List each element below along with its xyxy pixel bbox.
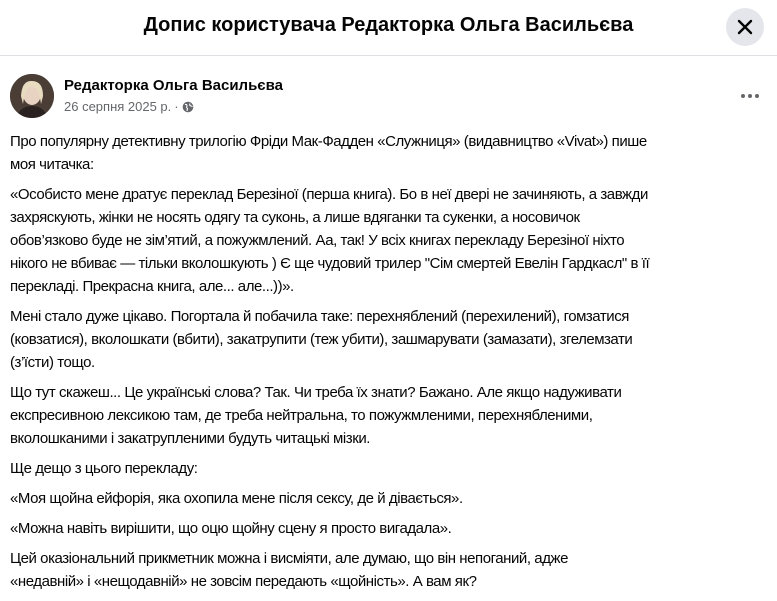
post-paragraph [10, 381, 774, 450]
text-line: «Моя щойна ейфорія, яка охопила мене після сексу, де й дівається». [10, 490, 463, 507]
text-line: «недавній» і «нещодавній» не зовсім передають «щойність». А вам як? [10, 573, 477, 590]
meta-separator: · [174, 99, 179, 114]
post-paragraph [10, 517, 774, 540]
text-line: експресивною лексикою там, де треба нейтральна, то пожужмленими, перехнябленими, [10, 407, 593, 424]
text-line: (ковзатися), вколошкати (вбити), закатрупити (теж убити), зашмарувати (замазати), згелемзати [10, 331, 633, 348]
text-line: Що тут скажеш... Це українські слова? Так. Чи треба їх знати? Бажано. Але якщо надуживати [10, 384, 622, 401]
close-button[interactable] [726, 8, 764, 46]
dialog-title: Допис користувача Редакторка Ольга Васильєва [143, 14, 634, 36]
post-paragraph [10, 547, 774, 593]
post-paragraph [10, 487, 774, 510]
post-meta [64, 99, 194, 114]
close-icon [737, 19, 753, 35]
text-line: перекладі. Прекрасна книга, але... але...))». [10, 278, 294, 295]
text-line: вколошканими і закатрупленими будуть читацькі мізки. [10, 430, 370, 447]
post-date[interactable]: 26 серпня 2025 р. [64, 99, 172, 114]
author-name[interactable]: Редакторка Ольга Васильєва [64, 77, 283, 94]
text-line: обов’язково буде не зім’ятий, а пожужмлений. Аа, так! У всіх книгах перекладу Березіної ніхто [10, 232, 625, 249]
post-text [10, 130, 774, 600]
text-line: Ще дещо з цього перекладу: [10, 460, 198, 477]
text-line: моя читачка: [10, 156, 94, 173]
author-avatar[interactable] [10, 74, 54, 118]
text-line: нікого не вбиває — тільки вколошкують ) Є ще чудовий трилер "Сім смертей Евелін Гардкасл" в її [10, 255, 650, 272]
post-paragraph [10, 457, 774, 480]
text-line: (з’їсти) тощо. [10, 354, 95, 371]
text-line: Цей оказіональний прикметник можна і висміяти, але думаю, що він непоганий, адже [10, 550, 568, 567]
dialog-header [0, 0, 777, 56]
globe-icon [182, 101, 194, 113]
text-line: захряскують, жінки не носять одягу та суконь, а лише вдяганки та сукенки, а носовичок [10, 209, 580, 226]
text-line: «Особисто мене дратує переклад Березіної (перша книга). Бо в неї двері не зачиняють, а завжди [10, 186, 648, 203]
text-line: Мені стало дуже цікаво. Погортала й побачила таке: перехняблений (перехилений), гомзатися [10, 308, 629, 325]
text-line: Про популярну детективну трилогію Фріди Мак-Фадден «Служниця» (видавництво «Vivat») пише [10, 133, 647, 150]
text-line: «Можна навіть вирішити, що оцю щойну сцену я просто вигадала». [10, 520, 452, 537]
avatar-image [10, 74, 54, 118]
post-paragraph [10, 305, 774, 374]
post-paragraph [10, 130, 774, 176]
more-icon [740, 93, 760, 99]
more-options-button[interactable] [738, 86, 762, 106]
post-paragraph [10, 183, 774, 298]
